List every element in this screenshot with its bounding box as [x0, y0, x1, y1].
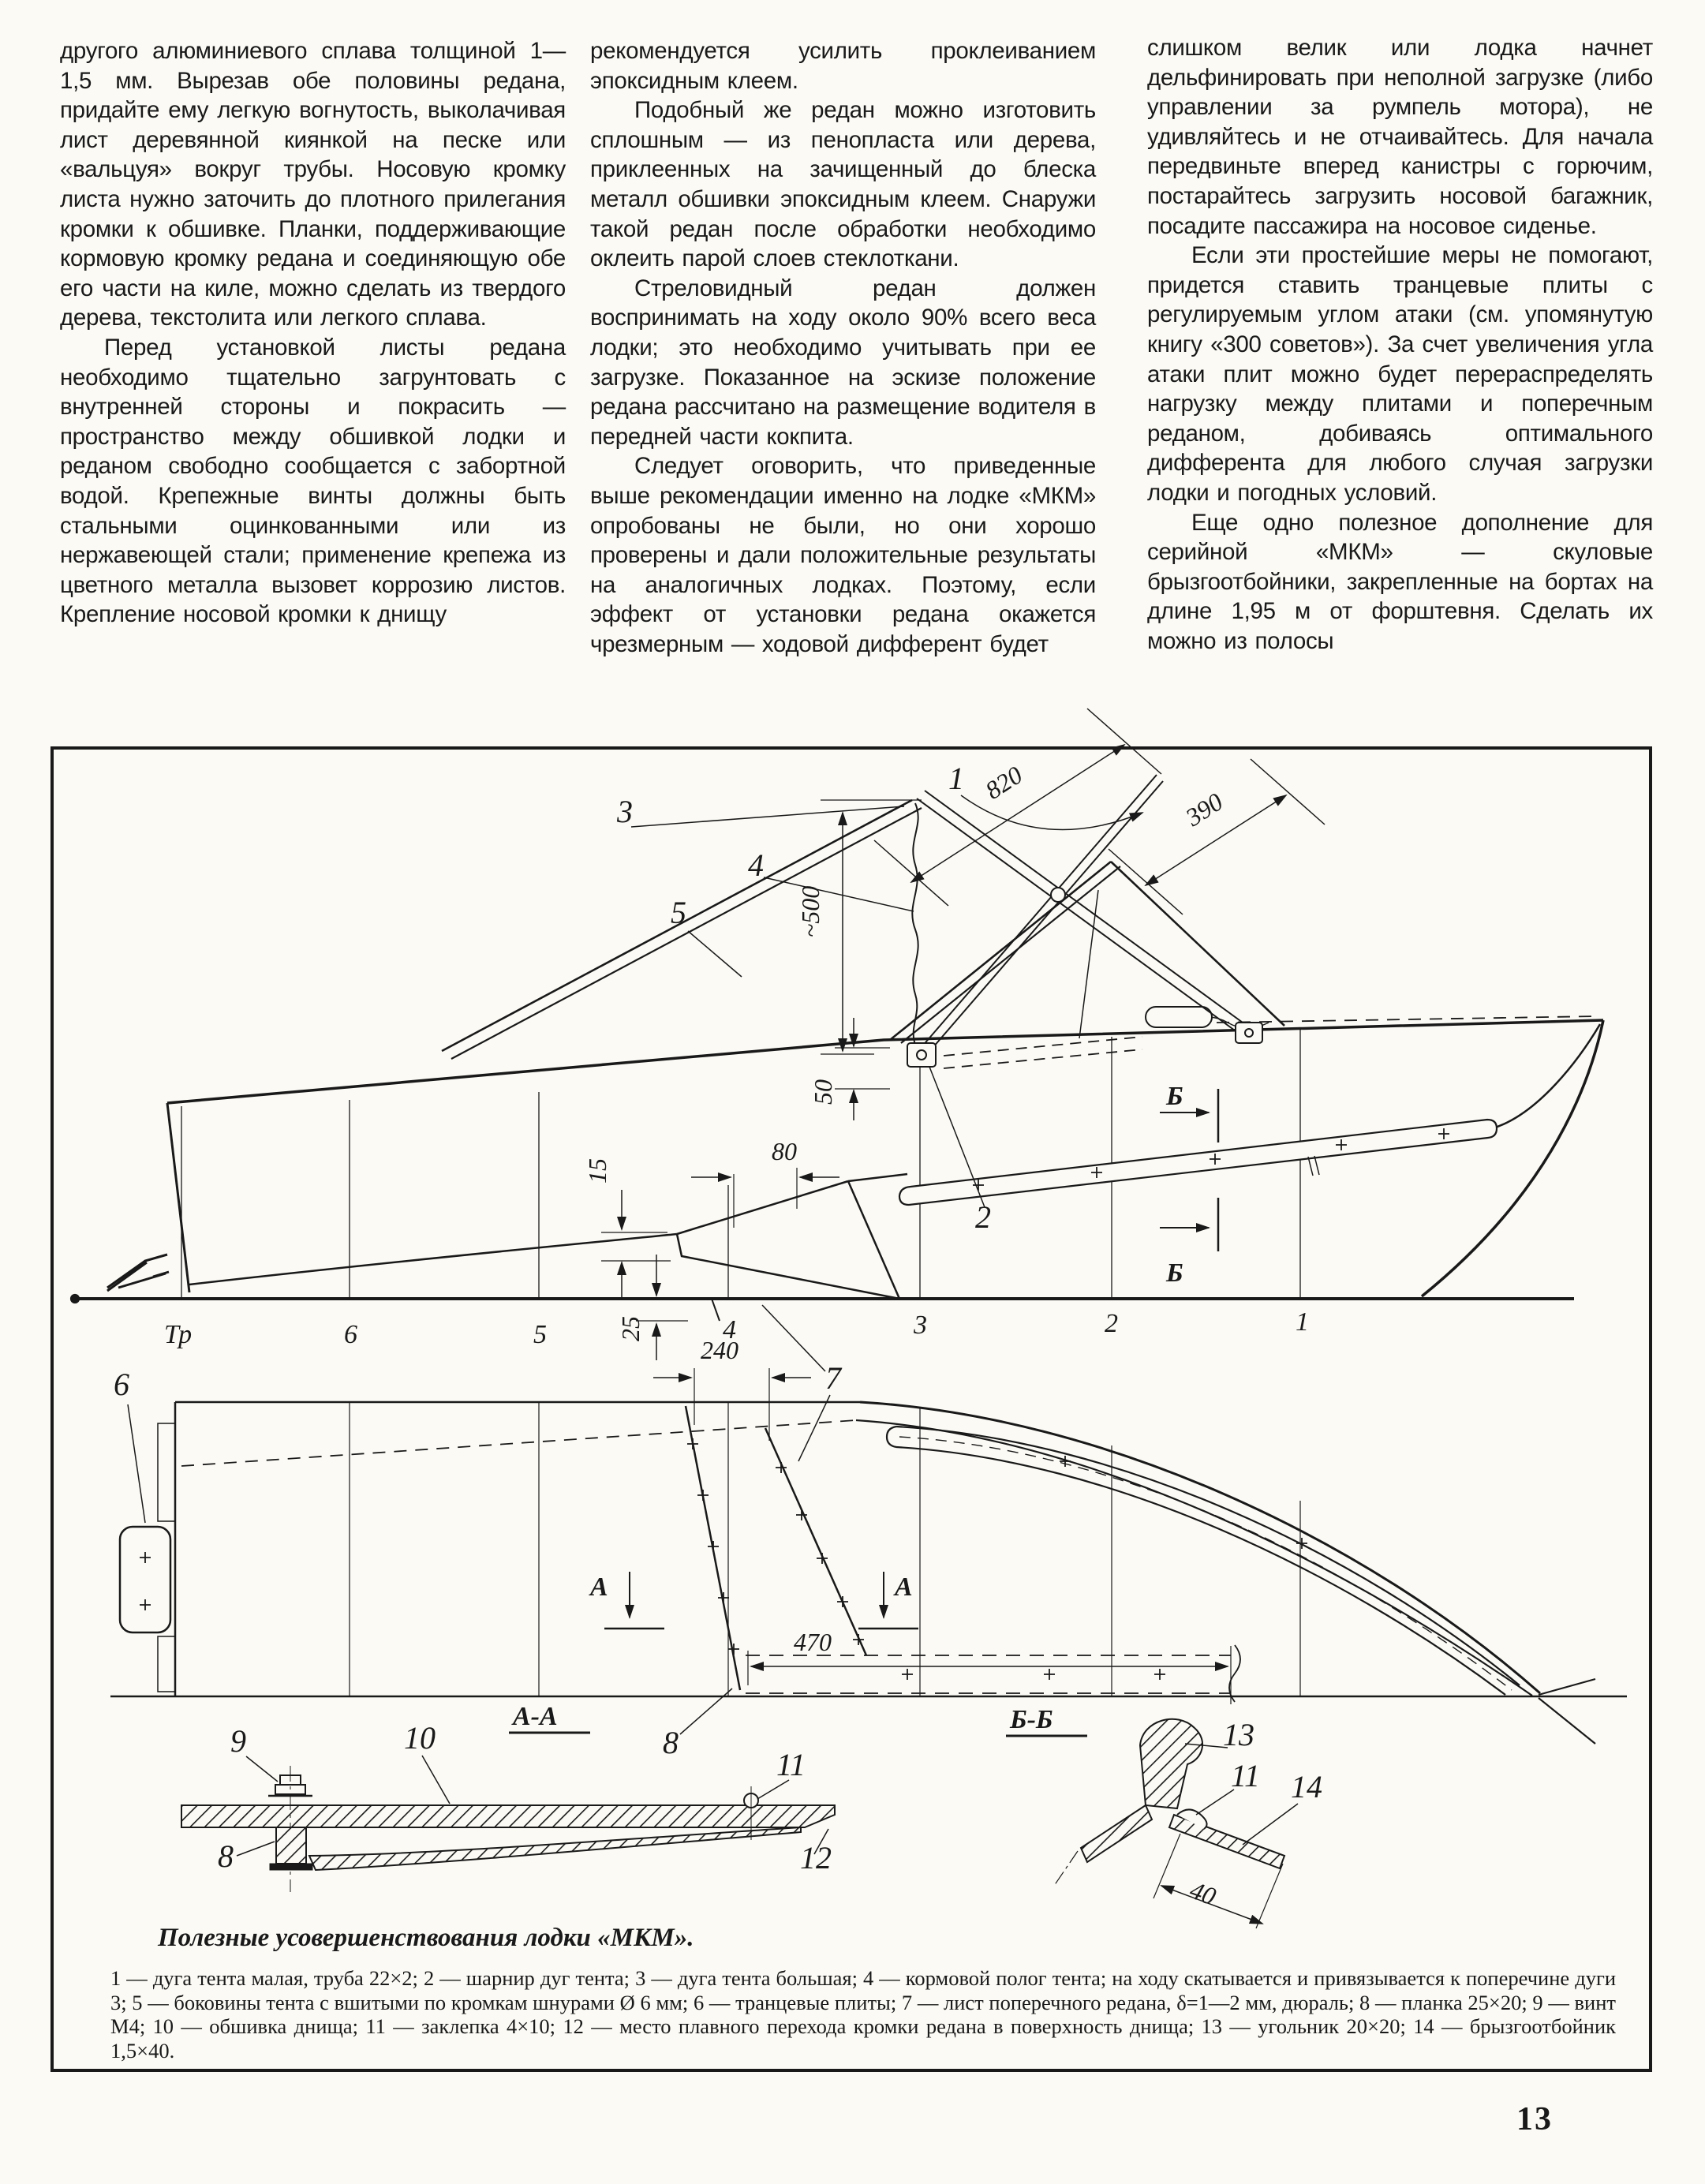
- dim-820: 820: [980, 760, 1028, 805]
- station-label-6: 6: [344, 1320, 357, 1349]
- station-label-1: 1: [1296, 1307, 1309, 1337]
- dim-15: 15: [583, 1158, 611, 1184]
- arc-tube-small: [917, 798, 1243, 1037]
- station-label-tr: Тр: [164, 1320, 193, 1349]
- part-label-5: 5: [671, 895, 686, 930]
- part-label-7: 7: [825, 1360, 841, 1396]
- part-label-8: 8: [218, 1838, 234, 1874]
- part-label-2: 2: [975, 1199, 991, 1235]
- dim-390: 390: [1180, 787, 1228, 832]
- tent-hinge: [907, 1043, 936, 1067]
- section-title-aa: А-А: [513, 1702, 558, 1731]
- sheer-line: [167, 1020, 1603, 1103]
- chine-fore: [1493, 1024, 1600, 1128]
- dim-50: 50: [809, 1079, 837, 1105]
- part-label-10: 10: [404, 1720, 436, 1756]
- dim-500: ~500: [796, 885, 824, 937]
- section-a-right: А: [895, 1573, 913, 1602]
- station-label-3: 3: [914, 1311, 927, 1340]
- dim-80: 80: [772, 1137, 797, 1165]
- angle-bracket-section: [1140, 1719, 1202, 1808]
- station-label-4: 4: [723, 1315, 736, 1344]
- rolled-canopy-bundle: [1146, 1007, 1212, 1027]
- page-number: 13: [1516, 2101, 1553, 2137]
- part-label-1: 1: [948, 761, 964, 796]
- part-label-11b: 11: [1231, 1758, 1261, 1793]
- figure-caption-legend: 1 — дуга тента малая, труба 22×2; 2 — шарнир дуг тента; 3 — дуга тента большая; 4 — кормовой полог тента; на ходу скатывается и привязывается к поперечине дуги 3; 5 — боковины тента с вшитыми по кромкам шнурами Ø 6 мм; 6 — транцевые плиты; 7 — лист поперечного редана, δ=1—2 мм, дюраль; 8 — планка 25×20; 9 — винт М4; 10 — обшивка днища; 11 — заклепка 4×10; 12 — место плавного перехода кромки редана в поверхность днища; 13 — угольник 20×20; 14 — брызгоотбойник 1,5×40.: [110, 1966, 1616, 2062]
- spray-rail-plan: [896, 1427, 1520, 1685]
- part-label-6: 6: [114, 1367, 129, 1402]
- station-label-5: 5: [533, 1320, 547, 1349]
- paragraph: рекомендуется усилить проклеиванием эпоксидным клеем.: [590, 38, 1096, 94]
- batten-section: [276, 1827, 306, 1864]
- side-plating-section: [1081, 1805, 1152, 1862]
- side-view: [71, 1020, 1603, 1321]
- canopy-rear-edge: [1111, 862, 1284, 1026]
- canvas-wavy-edge: [912, 803, 918, 1045]
- section-b-lower: Б: [1166, 1258, 1183, 1288]
- arc-joint: [1051, 888, 1065, 902]
- part-label-3: 3: [617, 794, 633, 829]
- paragraph: Следует оговорить, что приведенные выше рекомендации именно на лодке «МКМ» опробованы не были, но они хорошо проверены и дали положительные результаты на аналогичных лодках. Поэтому, если эффект от установки редана окажется чрезмерным — ходовой дифферент будет: [590, 453, 1096, 657]
- plan-chine-dashed: [181, 1420, 856, 1466]
- section-a-left: А: [590, 1573, 608, 1602]
- dim-25: 25: [616, 1316, 645, 1341]
- detail-a-a: [181, 1733, 835, 1892]
- arc-tube-big: [917, 775, 1157, 1053]
- part-label-14: 14: [1291, 1769, 1322, 1804]
- transom-line: [167, 1103, 189, 1292]
- paragraph: Если эти простейшие меры не помогают, придется ставить транцевые плиты с регулируемым углом атаки (см. упомянутую книгу «300 советов»). За счет увеличения угла атаки плит можно будет перераспределять нагрузку между плитами и поперечным реданом, добиваясь оптимального дифферента для любого случая загрузки лодки и погодных условий.: [1147, 242, 1653, 506]
- dim-470: 470: [794, 1628, 832, 1656]
- transom-plate: [120, 1527, 170, 1632]
- rivet-crosses-plan: [687, 1438, 1165, 1680]
- paragraph: Подобный же редан можно изготовить сплошным — из пенопласта или дерева, приклеенных на зачищенный до блеска металл обшивки эпоксидным клеем. Снаружи такой редан после обработки необходимо оклеить парой слоев стеклоткани.: [590, 97, 1096, 272]
- part-label-9: 9: [230, 1723, 246, 1759]
- paragraph: Перед установкой листы редана необходимо тщательно загрунтовать с внутренней стороны и покрасить — пространство между обшивкой лодки и реданом свободно сообщается с забортной водой. Крепежные винты должны быть стальными оцинкованными или из нержавеющей стали; применение крепежа из цветного металла вызовет коррозию листов. Крепление носовой кромки к днищу: [60, 334, 566, 628]
- redan-side: [677, 1234, 899, 1299]
- spray-rail-side: [899, 1120, 1497, 1205]
- plan-bow-outline: [860, 1402, 1540, 1693]
- part-label-11a: 11: [776, 1747, 806, 1782]
- paragraph: Еще одно полезное дополнение для серийной «МКМ» — скуловые брызгоотбойники, закрепленные на бортах на длине 1,95 м от форштевня. Сделать их можно из полосы: [1147, 509, 1653, 654]
- stowed-tubes-dashed: [944, 1037, 1142, 1068]
- station-label-2: 2: [1105, 1309, 1118, 1338]
- section-b-upper: Б: [1166, 1082, 1183, 1111]
- figure-border: [52, 748, 1651, 2070]
- dim-240: 240: [701, 1336, 738, 1364]
- paragraph: Стреловидный редан должен воспринимать на ходу около 90% всего веса лодки; это необходимо учитывать при ее загрузке. Показанное на эскизе положение редана рассчитано на размещение водителя в передней части кокпита.: [590, 275, 1096, 450]
- dim-40: 40: [1186, 1875, 1220, 1911]
- part-label-12: 12: [800, 1840, 832, 1875]
- windshield-front: [890, 862, 1111, 1040]
- spray-rail-section: [1169, 1815, 1284, 1868]
- section-title-bb: Б-Б: [1010, 1705, 1053, 1734]
- part-label-13: 13: [1223, 1717, 1254, 1752]
- plan-chine-bow: [856, 1420, 1532, 1696]
- paragraph: слишком велик или лодка начнет дельфинировать при неполной загрузке (либо управлении за румпель мотора), не удивляйтесь и не отчаивайтесь. Для начала передвиньте вперед канистры с горючим, постарайтесь загрузить носовой багажник, посадите пассажира на носовое сиденье.: [1147, 35, 1653, 239]
- paragraph: другого алюминиевого сплава толщиной 1—1,5 мм. Вырезав обе половины редана, придайте ему легкую вогнутость, выколачивая лист деревянной киянкой на песке или «вальцуя» вокруг трубы. Носовую кромку листа нужно заточить до плотного прилегания кромки к обшивке. Планки, поддерживающие кормовую кромку редана и соединяющую обе его части на киле, можно сделать из твердого дерева, текстолита или легкого сплава.: [60, 38, 566, 331]
- part-label-4: 4: [748, 847, 764, 883]
- bottom-plating-section: [181, 1805, 835, 1827]
- figure-caption-title: Полезные усовершенствования лодки «МКМ».: [158, 1924, 694, 1952]
- chine-aft: [189, 1234, 677, 1285]
- stem-tip: [1539, 1679, 1595, 1744]
- transom-plate-side: [107, 1255, 169, 1291]
- redan-sheet-section: [309, 1827, 801, 1870]
- plan-view: [110, 1368, 1627, 1744]
- part-label-8-plan: 8: [663, 1725, 679, 1760]
